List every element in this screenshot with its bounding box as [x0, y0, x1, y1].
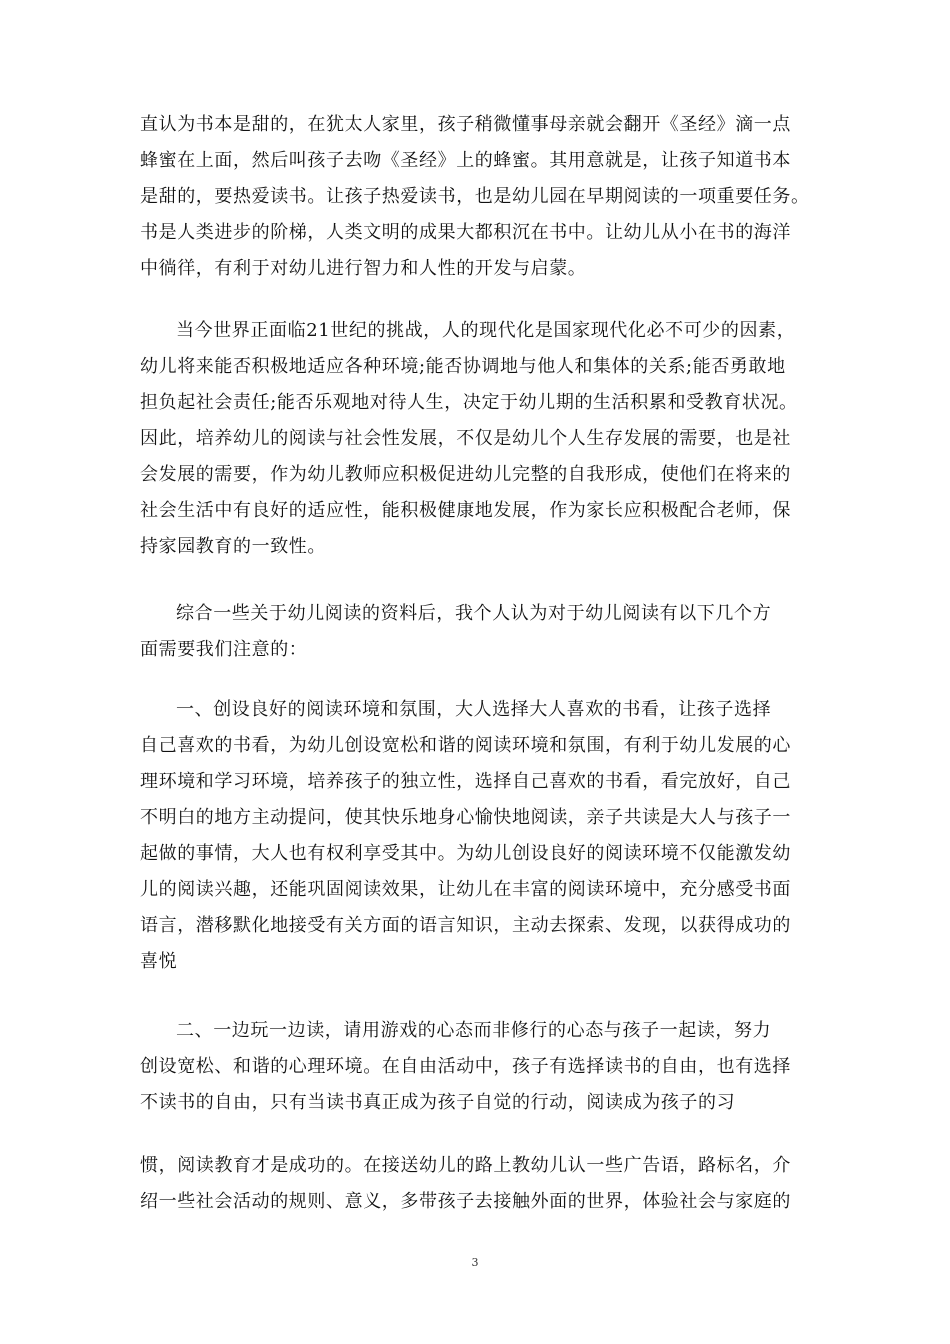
- text-line: 语言，潜移默化地接受有关方面的语言知识，主动去探索、发现，以获得成功的: [140, 915, 791, 936]
- paragraph-1: [140, 107, 826, 287]
- text-line: 当今世界正面临21世纪的挑战，人的现代化是国家现代化必不可少的因素，: [176, 320, 796, 341]
- text-line: 创设宽松、和谐的心理环境。在自由活动中，孩子有选择读书的自由，也有选择: [140, 1056, 791, 1077]
- text-line: 惯，阅读教育才是成功的。在接送幼儿的路上教幼儿认一些广告语，路标名，介: [140, 1155, 791, 1176]
- text-line: 社会生活中有良好的适应性，能积极健康地发展，作为家长应积极配合老师，保: [140, 500, 791, 521]
- text-line: 儿的阅读兴趣，还能巩固阅读效果，让幼儿在丰富的阅读环境中，充分感受书面: [140, 879, 791, 900]
- text-line: 书是人类进步的阶梯，人类文明的成果大都积沉在书中。让幼儿从小在书的海洋: [140, 222, 791, 243]
- text-line: 喜悦: [140, 951, 178, 972]
- page-number: 3: [471, 1256, 479, 1269]
- text-line: 二、一边玩一边读，请用游戏的心态而非修行的心态与孩子一起读，努力: [176, 1020, 772, 1041]
- text-line: 中徜徉，有利于对幼儿进行智力和人性的开发与启蒙。: [140, 258, 587, 279]
- text-line: 综合一些关于幼儿阅读的资料后，我个人认为对于幼儿阅读有以下几个方: [176, 603, 772, 624]
- text-line: 直认为书本是甜的，在犹太人家里，孩子稍微懂事母亲就会翻开《圣经》滴一点: [140, 114, 791, 135]
- paragraph-2: [140, 313, 826, 565]
- paragraph-4: [140, 692, 826, 980]
- text-line: 不读书的自由，只有当读书真正成为孩子自觉的行动，阅读成为孩子的习: [140, 1092, 736, 1113]
- text-line: 持家园教育的一致性。: [140, 536, 326, 557]
- text-line: 会发展的需要，作为幼儿教师应积极促进幼儿完整的自我形成，使他们在将来的: [140, 464, 791, 485]
- text-line: 绍一些社会活动的规则、意义，多带孩子去接触外面的世界，体验社会与家庭的: [140, 1191, 791, 1212]
- text-line: 自己喜欢的书看，为幼儿创设宽松和谐的阅读环境和氛围，有利于幼儿发展的心: [140, 735, 791, 756]
- text-line: 面需要我们注意的：: [140, 639, 308, 660]
- text-line: 蜂蜜在上面，然后叫孩子去吻《圣经》上的蜂蜜。其用意就是，让孩子知道书本: [140, 150, 791, 171]
- paragraph-3: [140, 596, 826, 668]
- text-line: 因此，培养幼儿的阅读与社会性发展，不仅是幼儿个人生存发展的需要，也是社: [140, 428, 791, 449]
- paragraph-5: [140, 1013, 826, 1121]
- text-line: 不明白的地方主动提问，使其快乐地身心愉快地阅读，亲子共读是大人与孩子一: [140, 807, 791, 828]
- text-line: 担负起社会责任;能否乐观地对待人生，决定于幼儿期的生活积累和受教育状况。: [140, 392, 798, 413]
- text-line: 一、创设良好的阅读环境和氛围，大人选择大人喜欢的书看，让孩子选择: [176, 699, 772, 720]
- text-line: 起做的事情，大人也有权利享受其中。为幼儿创设良好的阅读环境不仅能激发幼: [140, 843, 791, 864]
- text-line: 幼儿将来能否积极地适应各种环境;能否协调地与他人和集体的关系;能否勇敢地: [140, 356, 786, 377]
- text-line: 是甜的，要热爱读书。让孩子热爱读书，也是幼儿园在早期阅读的一项重要任务。: [140, 186, 810, 207]
- text-line: 理环境和学习环境，培养孩子的独立性，选择自己喜欢的书看，看完放好，自己: [140, 771, 791, 792]
- paragraph-6: [140, 1148, 826, 1220]
